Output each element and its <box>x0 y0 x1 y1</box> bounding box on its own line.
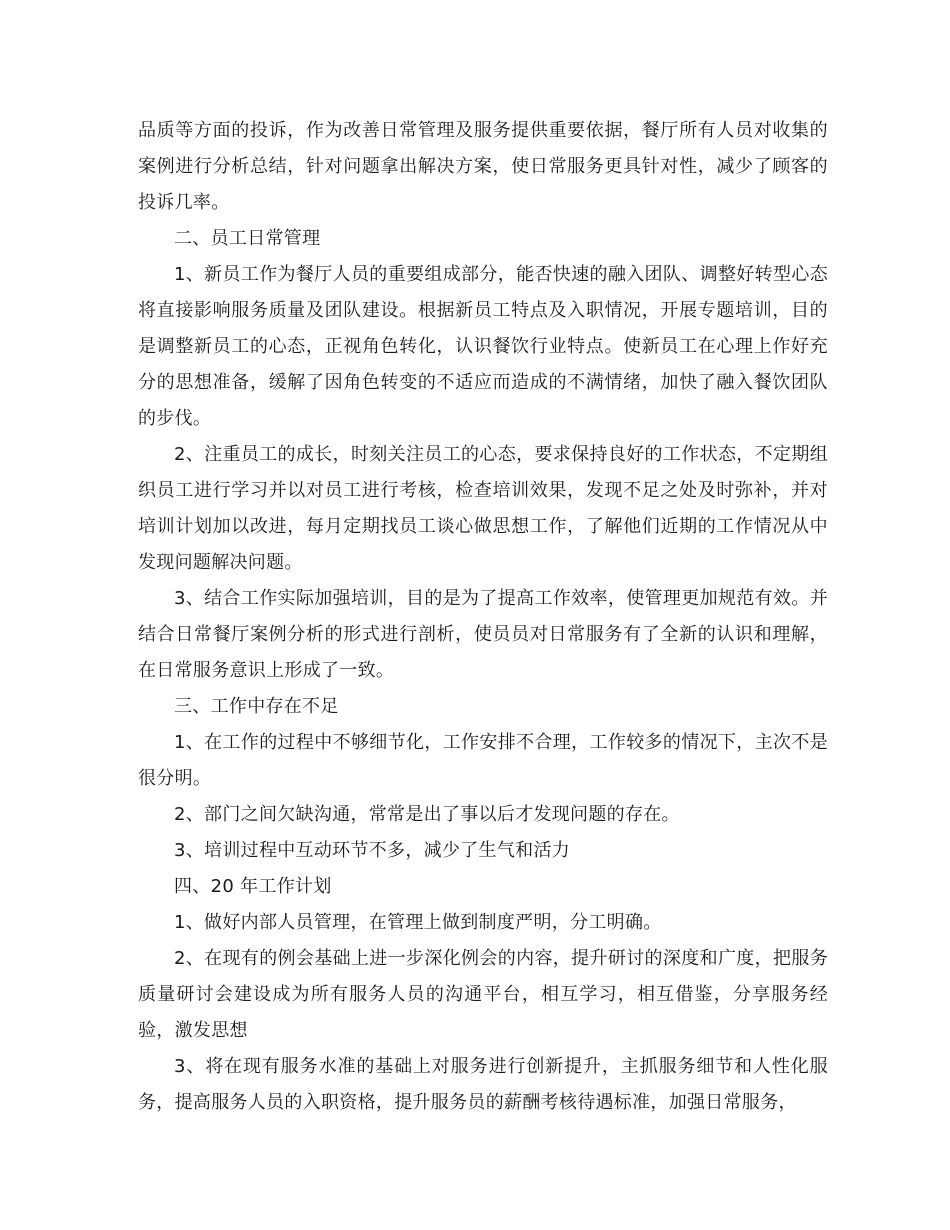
paragraph-complaint-summary: 品质等方面的投诉，作为改善日常管理及服务提供重要依据，餐厅所有人员对收集的案例进行分析总结，针对问题拿出解决方案，使日常服务更具针对性，减少了顾客的投诉几率。 <box>138 120 828 213</box>
section-heading-work-plan: 四、20 年工作计划 <box>174 876 332 897</box>
paragraph-training: 3、结合工作实际加强培训，目的是为了提高工作效率，使管理更加规范有效。并结合日常餐厅案例分析的形式进行剖析，使员员对日常服务有了全新的认识和理解，在日常服务意识上形成了一致。 <box>138 588 828 681</box>
paragraph-plan-2: 2、在现有的例会基础上进一步深化例会的内容，提升研讨的深度和广度，把服务质量研讨会建设成为所有服务人员的沟通平台，相互学习，相互借鉴，分享服务经验，激发思想 <box>138 948 828 1041</box>
section-heading-shortcomings: 三、工作中存在不足 <box>174 696 339 717</box>
paragraph-shortcoming-3: 3、培训过程中互动环节不多，减少了生气和活力 <box>174 840 571 861</box>
paragraph-plan-1: 1、做好内部人员管理，在管理上做到制度严明，分工明确。 <box>174 912 662 933</box>
document-body <box>138 113 828 1121</box>
paragraph-new-staff: 1、新员工作为餐厅人员的重要组成部分，能否快速的融入团队、调整好转型心态将直接影响服务质量及团队建设。根据新员工特点及入职情况，开展专题培训，目的是调整新员工的心态，正视角色转化，认识餐饮行业特点。使新员工在心理上作好充分的思想准备，缓解了因角色转变的不适应而造成的不满情绪，加快了融入餐饮团队的步伐。 <box>138 264 828 429</box>
paragraph-shortcoming-2: 2、部门之间欠缺沟通，常常是出了事以后才发现问题的存在。 <box>174 804 680 825</box>
paragraph-shortcoming-1: 1、在工作的过程中不够细节化，工作安排不合理，工作较多的情况下，主次不是很分明。 <box>138 732 828 789</box>
paragraph-staff-growth: 2、注重员工的成长，时刻关注员工的心态，要求保持良好的工作状态，不定期组织员工进行学习并以对员工进行考核，检查培训效果，发现不足之处及时弥补，并对培训计划加以改进，每月定期找员工谈心做思想工作，了解他们近期的工作情况从中发现问题解决问题。 <box>138 444 828 573</box>
section-heading-staff-management: 二、员工日常管理 <box>174 228 321 249</box>
paragraph-plan-3: 3、将在现有服务水准的基础上对服务进行创新提升，主抓服务细节和人性化服务，提高服务人员的入职资格，提升服务员的薪酬考核待遇标准，加强日常服务， <box>138 1056 828 1113</box>
